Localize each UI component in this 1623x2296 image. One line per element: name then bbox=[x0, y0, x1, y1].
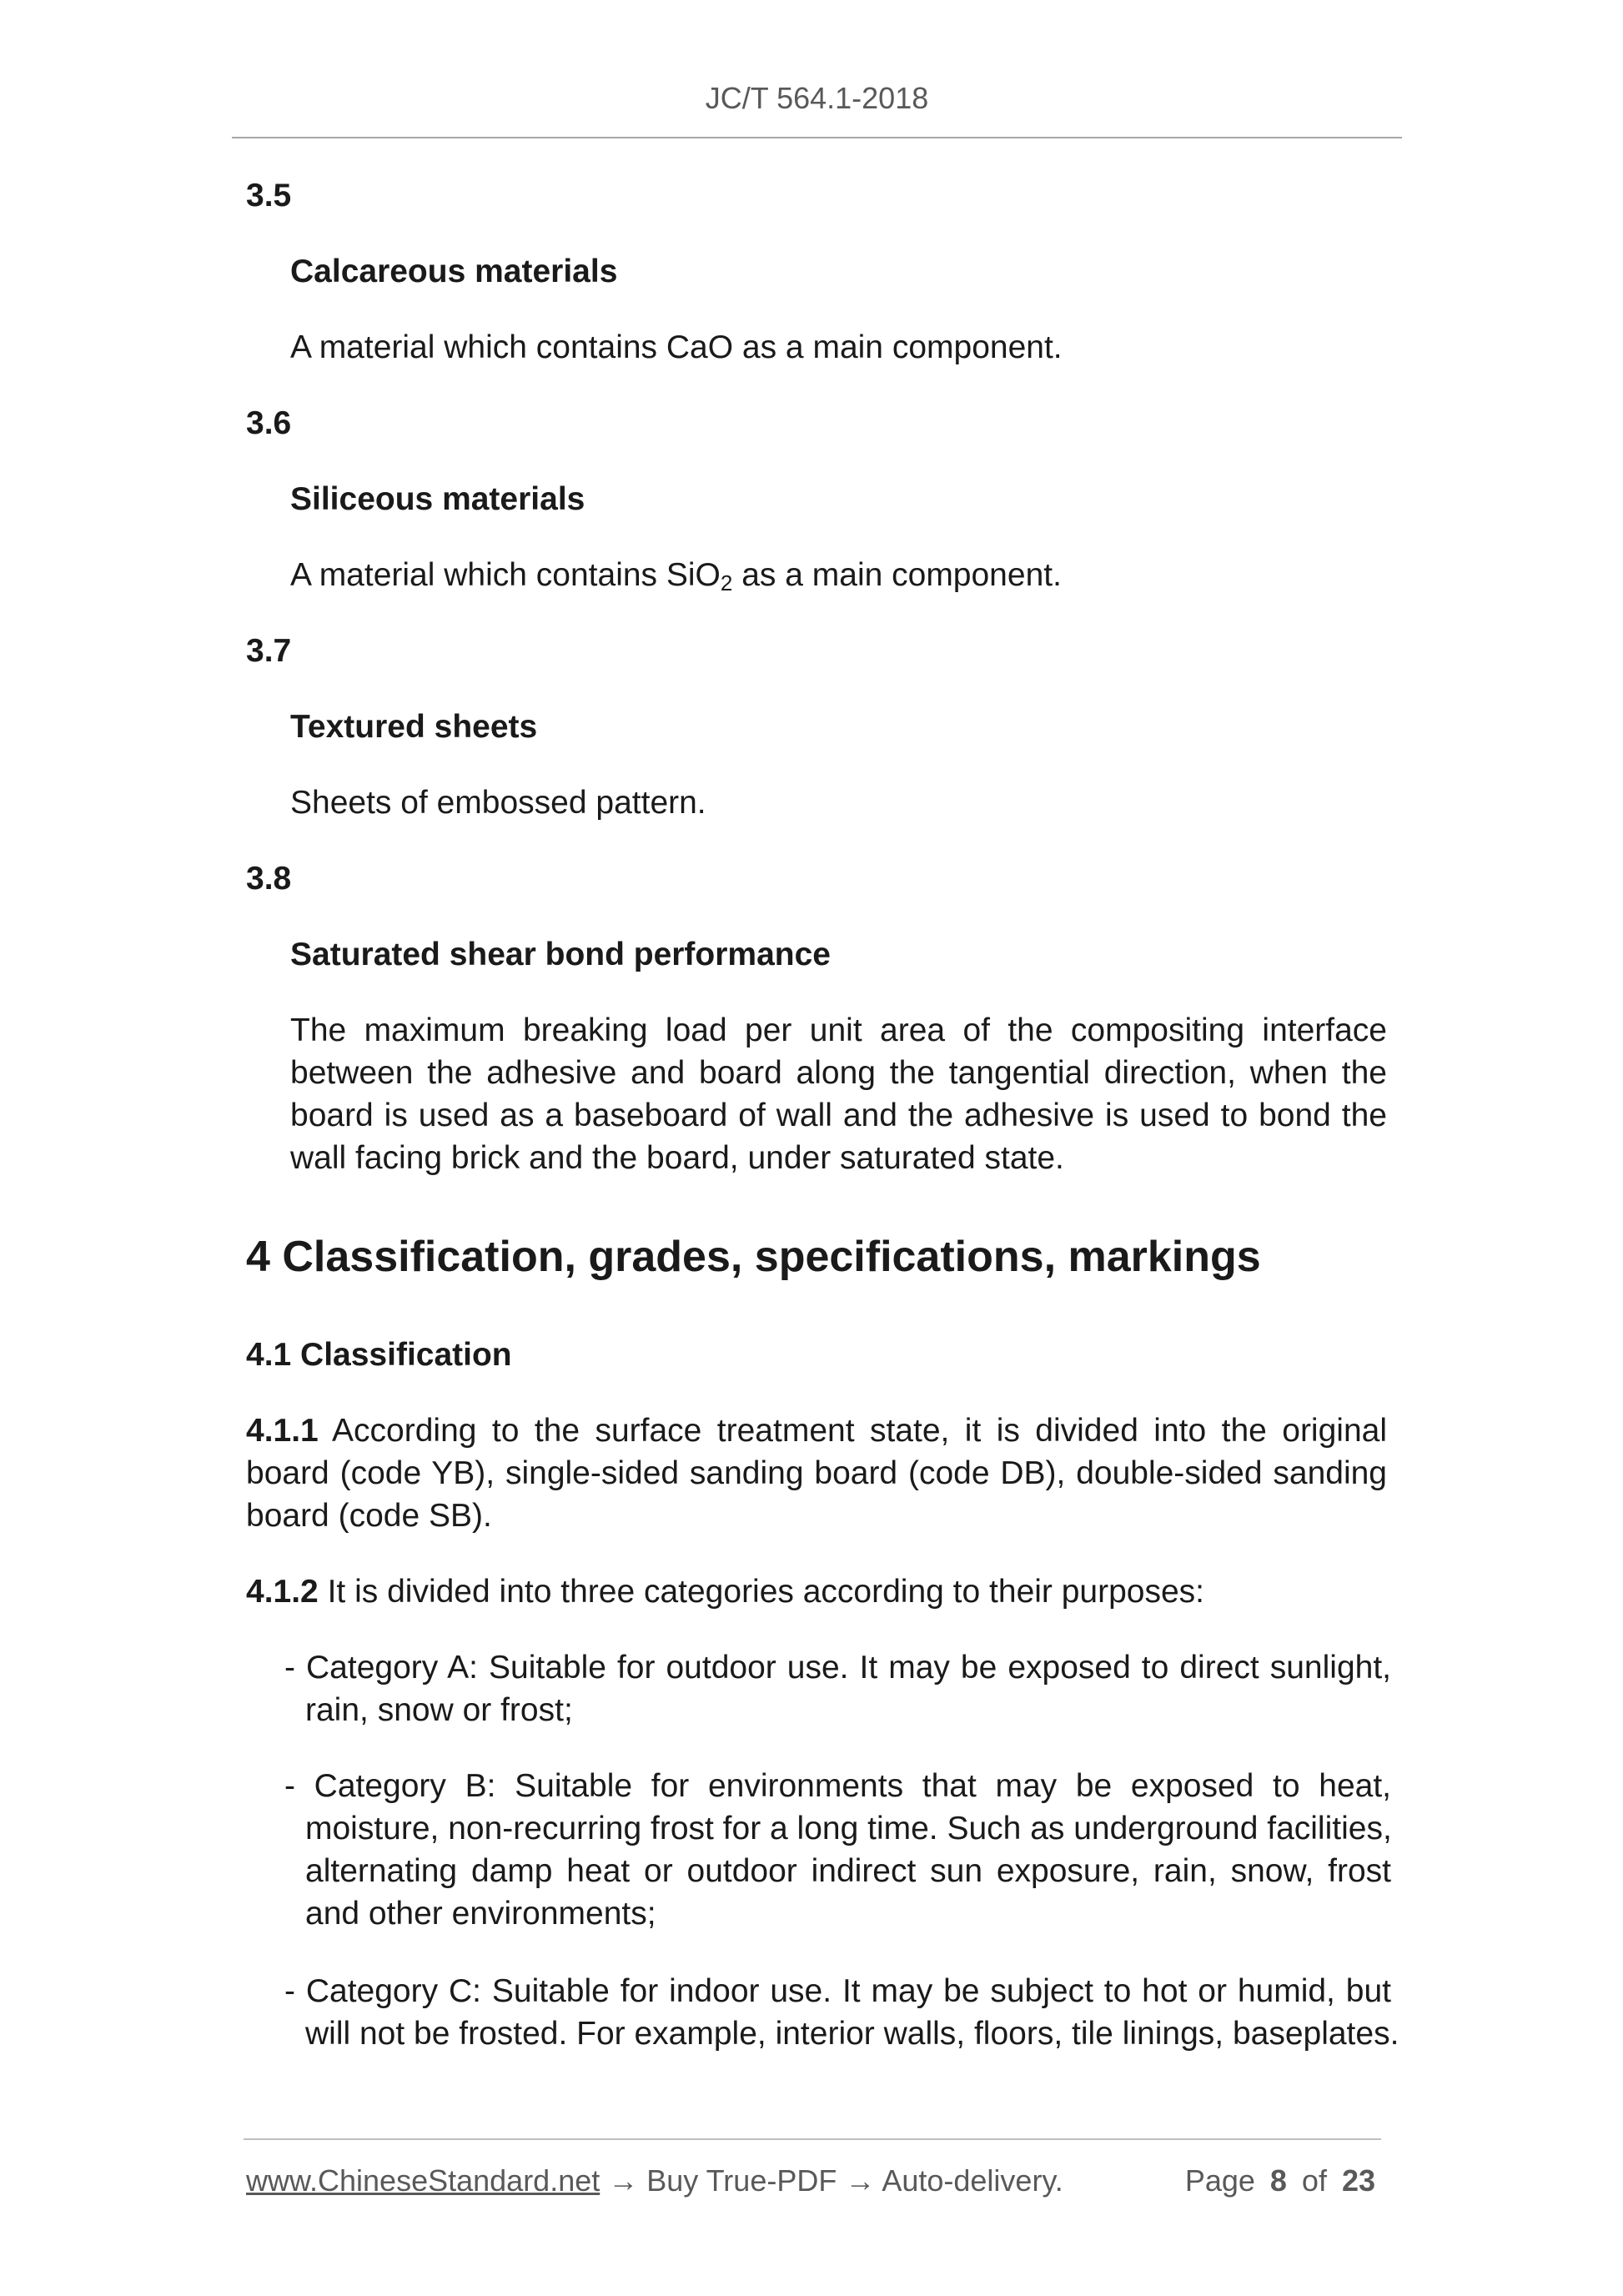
footer-left bbox=[246, 2163, 1063, 2199]
term-title: Calcareous materials bbox=[290, 254, 618, 289]
term-number: 3.5 bbox=[246, 178, 292, 214]
footer-site-link[interactable]: www.ChineseStandard.net bbox=[246, 2163, 600, 2198]
page-total: 23 bbox=[1341, 2163, 1375, 2198]
term-number: 3.6 bbox=[246, 405, 292, 441]
header-doc-code: JC/T 564.1-2018 bbox=[705, 81, 929, 115]
clause-4-1-1 bbox=[246, 1409, 1387, 1537]
footer bbox=[246, 2163, 1375, 2199]
footer-tagline: → Buy True-PDF → Auto-delivery. bbox=[608, 2163, 1063, 2198]
page-label: Page bbox=[1184, 2163, 1255, 2198]
footer-rule bbox=[244, 2138, 1381, 2140]
page-number bbox=[1185, 2163, 1375, 2199]
category-b-item bbox=[284, 1765, 1391, 1935]
section-heading: 4 Classification, grades, specifications, markings bbox=[246, 1233, 1261, 1281]
term-definition bbox=[290, 554, 1397, 596]
term-title: Textured sheets bbox=[290, 709, 538, 745]
list-item-line: - Category B: Suitable for environments that may be exposed to heat, bbox=[284, 1768, 1391, 1804]
term-number: 3.8 bbox=[246, 861, 292, 897]
term-definition bbox=[290, 1009, 1387, 1179]
list-item-line: alternating damp heat or outdoor indirect sun exposure, rain, snow, frost bbox=[305, 1853, 1391, 1889]
category-a-item bbox=[284, 1646, 1391, 1731]
definition-line: wall facing brick and the board, under saturated state. bbox=[290, 1140, 1064, 1176]
clause-line bbox=[246, 1570, 1387, 1613]
clause-number: 4.1.2 bbox=[246, 1574, 319, 1610]
clause-text: According to the surface treatment state, it is divided into the original bbox=[332, 1413, 1387, 1449]
list-item-line: rain, snow or frost; bbox=[305, 1692, 573, 1728]
header-rule bbox=[232, 137, 1402, 138]
list-item-line: - Category A: Suitable for outdoor use. It may be exposed to direct sunlight, bbox=[284, 1650, 1391, 1686]
definition-text: as a main component. bbox=[732, 557, 1062, 593]
subsection-heading: 4.1 Classification bbox=[246, 1337, 512, 1373]
category-c-item bbox=[284, 1970, 1399, 2055]
clause-text: It is divided into three categories according to their purposes: bbox=[327, 1574, 1205, 1610]
term-definition: A material which contains CaO as a main component. bbox=[290, 329, 1063, 365]
clause-line: board (code SB). bbox=[246, 1498, 492, 1534]
clause-4-1-2 bbox=[246, 1570, 1387, 1613]
list-item-line: moisture, non-recurring frost for a long time. Such as underground facilities, bbox=[305, 1811, 1392, 1846]
clause-number: 4.1.1 bbox=[246, 1413, 319, 1449]
term-title: Siliceous materials bbox=[290, 481, 585, 517]
subscript: 2 bbox=[720, 570, 733, 595]
term-number: 3.7 bbox=[246, 633, 292, 669]
term-definition: Sheets of embossed pattern. bbox=[290, 785, 706, 821]
definition-text: A material which contains SiO bbox=[290, 557, 721, 593]
definition-line: between the adhesive and board along the tangential direction, when the bbox=[290, 1055, 1387, 1091]
term-title: Saturated shear bond performance bbox=[290, 937, 831, 972]
definition-line: The maximum breaking load per unit area of the compositing interface bbox=[290, 1012, 1387, 1048]
clause-line bbox=[246, 1409, 1387, 1452]
list-item-line: and other environments; bbox=[305, 1896, 656, 1932]
page-content bbox=[246, 174, 1397, 2088]
definition-line: board is used as a baseboard of wall and the adhesive is used to bond the bbox=[290, 1098, 1387, 1133]
clause-line: board (code YB), single-sided sanding board (code DB), double-sided sanding bbox=[246, 1455, 1387, 1491]
list-item-line: - Category C: Suitable for indoor use. It may be subject to hot or humid, but bbox=[284, 1973, 1391, 2009]
page-of-label: of bbox=[1301, 2163, 1327, 2198]
list-item-line: will not be frosted. For example, interior walls, floors, tile linings, baseplates. bbox=[305, 2016, 1399, 2052]
page-current: 8 bbox=[1269, 2163, 1287, 2198]
